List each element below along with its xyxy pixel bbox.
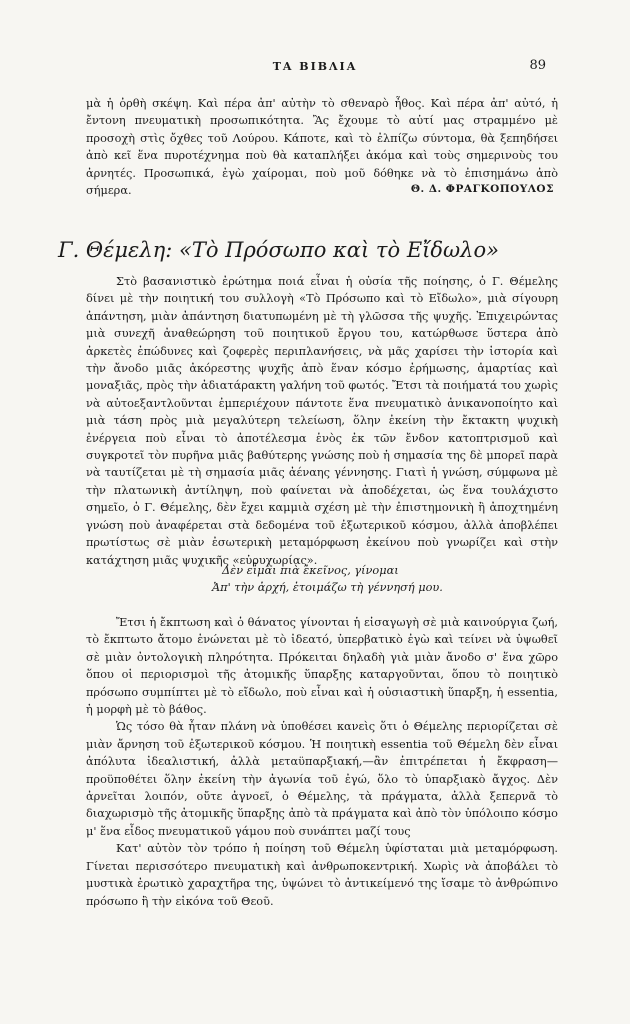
page-header	[0, 60, 630, 80]
page-number: 89	[529, 58, 546, 73]
running-title: ΤΑ ΒΙΒΛΙΑ	[272, 60, 358, 73]
verse-line-1: Δὲν εἶμαι πιὰ ἐκεῖνος, γίνομαι	[222, 564, 399, 577]
review-paragraph-2: Ἔτσι ἡ ἔκπτωση καὶ ὁ θάνατος γίνονται ἡ εἰσαγωγὴ σὲ μιὰ καινούργια ζωή, τὸ ἔκπτωτο ἄτομο ἑνώνεται μὲ τὸ ἰδεατό, ὑπερβατικὸ ἐγὼ καὶ τείνει νὰ ὑψωθεῖ σὲ μιὰν ὀντολογικὴ πληρότητα. Πρόκειται δηλαδὴ γιὰ μιὰν ἄνοδο σ' ἕνα χῶρο ὅπου οἱ περιορισμοὶ τῆς ἀτομικῆς ὕπαρξης καταργοῦνται, ὅπου τὸ ποιητικὸ πρόσωπο συμπίπτει μὲ τὸ εἴδωλο, ποὺ εἶναι καὶ ἡ οὐσιαστικὴ ὕπαρξη, ἡ essentia, ἡ μορφὴ μὲ τὸ βάθος.	[86, 616, 558, 717]
closing-paragraph: μὰ ἡ ὀρθὴ σκέψη. Καὶ πέρα ἀπ' αὐτὴν τὸ σθεναρὸ ἦθος. Καὶ πέρα ἀπ' αὐτό, ἡ ἔντονη πνευματικὴ προσωπικότητα. Ἂς ἔχουμε τὸ αὐτί μας στραμμένο μὲ προσοχὴ στὶς ὄχθες τοῦ Λούρου. Κάποτε, καὶ τὸ ἐλπίζω σύντομα, θὰ ξεπηδήσει ἀπὸ κεῖ ἕνα πυροτέχνημα ποὺ θὰ καταπλήξει ἀκόμα καὶ τοὺς σημερινοὺς του ἀρνητές. Προσωπικά, ἐγὼ χαίρομαι, ποὺ μοῦ δόθηκε νὰ τὸ ἐπισημάνω ἀπὸ σήμερα.	[86, 97, 558, 198]
review-paragraph-1: Στὸ βασανιστικὸ ἐρώτημα ποιά εἶναι ἡ οὐσία τῆς ποίησης, ὁ Γ. Θέμελης δίνει μὲ τὴν ποιητική του συλλογὴ «Τὸ Πρόσωπο καὶ τὸ Εἴδωλο», μιὰ σίγουρη ἀπάντηση, μιὰν ἀπάντηση διατυπωμένη μὲ τὴ γλῶσσα τῆς ψυχῆς. Ἐπιχειρώντας μιὰ συνεχῆ ἀναθεώρηση τοῦ ποιητικοῦ ἔργου του, κατώρθωσε ὕστερα ἀπὸ ἀρκετὲς ἐπώδυνες καὶ ζοφερὲς περιπλανήσεις, νὰ μᾶς χαρίσει τὴν ἱστορία καὶ τὴν ἄνοδο μιᾶς ἀκόρεστης ψυχῆς ἀπὸ ἕναν κόσμο ἐρήμωσης, ἁμαρτίας καὶ μοναξιᾶς, πρὸς τὴν ἀδιατάρακτη γαλήνη τοῦ φωτός. Ἔτσι τὰ ποιήματά του χωρὶς νὰ αὐτοεξαντλοῦνται ἐμπεριέχουν πάντοτε ἕνα πνευματικὸ ἀνικανοποίητο καὶ μιὰ τάση πρὸς μιὰ μεγαλύτερη τελείωση, ὅλην ἐκείνη τὴν ἔκτακτη ψυχικὴ ἐνέργεια ποὺ εἶναι τὸ ἀποτέλεσμα ἑνὸς ἐκ τῶν ἔνδον κατοπτρισμοῦ καὶ συγκροτεῖ τὸν πυρῆνα μιᾶς βαθύτερης γνώσης ποὺ ἡ σημασία της δὲ μπορεῖ παρὰ νὰ ταυτίζεται μὲ τὴ σημασία μιᾶς ἀέναης γέννησης. Γιατὶ ἡ γνώση, σύμφωνα μὲ τὴν πλατωνικὴ ἀντίληψη, ποὺ φαίνεται νὰ ἀποδέχεται, ὡς ἕνα τουλάχιστο σημεῖο, ὁ Γ. Θέμελης, δὲν ἔχει καμμιὰ σχέση μὲ τὴν ἐπιστημονικὴ ἢ ἀποχτημένη γνώση ποὺ ἀναφέρεται στὰ δεδομένα τοῦ ἐξωτερικοῦ κόσμου, ἀλλὰ ἀποβλέπει πρωτίστως σὲ μιὰν ἐσωτερικὴ μεταμόρφωση ἐκείνου ποὺ γνωρίζει καὶ στὴν κατάχτηση μιᾶς ψυχικῆς «εὐρυχωρίας».	[86, 275, 558, 567]
author-signature: Θ. Δ. ΦΡΑΓΚΟΠΟΥΛΟΣ	[410, 183, 554, 195]
review-paragraph-3: Ὡς τόσο θὰ ἦταν πλάνη νὰ ὑποθέσει κανεὶς ὅτι ὁ Θέμελης περιορίζεται σὲ μιὰν ἄρνηση τοῦ ἐξωτερικοῦ κόσμου. Ἡ ποιητικὴ essentia τοῦ Θέμελη δὲν εἶναι ἀπόλυτα ἰδεαλιστική, ἀλλὰ μεταϋπαρξιακή,—ἂν ἐπιτρέπεται ἡ ἔκφραση—προϋποθέτει ὅλην ἐκείνη τὴν ἀγωνία τοῦ ἐγώ, ὅλο τὸ ὑπαρξιακὸ ἄγχος. Δὲν ἀρνεῖται λοιπόν, οὔτε ἀγνοεῖ, ὁ Θέμελης, τὰ πράγματα, ἀλλὰ ξεπερνᾶ τὸ διαχωρισμὸ τῆς ἀτομικῆς ὕπαρξης ἀπὸ τὰ πράγματα καὶ ἀπὸ τὸν ὑπόλοιπο κόσμο μ' ἕνα εἶδος πνευματικοῦ γάμου ποὺ συνάπτει μαζί τους	[86, 720, 558, 838]
verse-quote	[212, 562, 522, 596]
verse-line-2: Ἀπ' τὴν ἀρχή, ἑτοιμάζω τὴ γέννησή μου.	[212, 581, 443, 594]
review-paragraph-4: Κατ' αὐτὸν τὸν τρόπο ἡ ποίηση τοῦ Θέμελη ὑφίσταται μιὰ μεταμόρφωση. Γίνεται περισσότερο πνευματικὴ καὶ ἀνθρωποκεντρική. Χωρὶς νὰ ἀποβάλει τὸ μυστικὰ ἐρωτικὸ χαραχτῆρα της, ὑψώνει τὸ ἀντικείμενό της ἴσαμε τὸ ἀνθρώπινο πρόσωπο ἢ τὴν εἰκόνα τοῦ Θεοῦ.	[86, 842, 558, 908]
review-heading: Γ. Θέμελη: «Τὸ Πρόσωπο καὶ τὸ Εἴδωλο»	[58, 238, 499, 262]
review-body-continued	[86, 614, 558, 910]
review-paragraph-1-block	[86, 273, 558, 569]
